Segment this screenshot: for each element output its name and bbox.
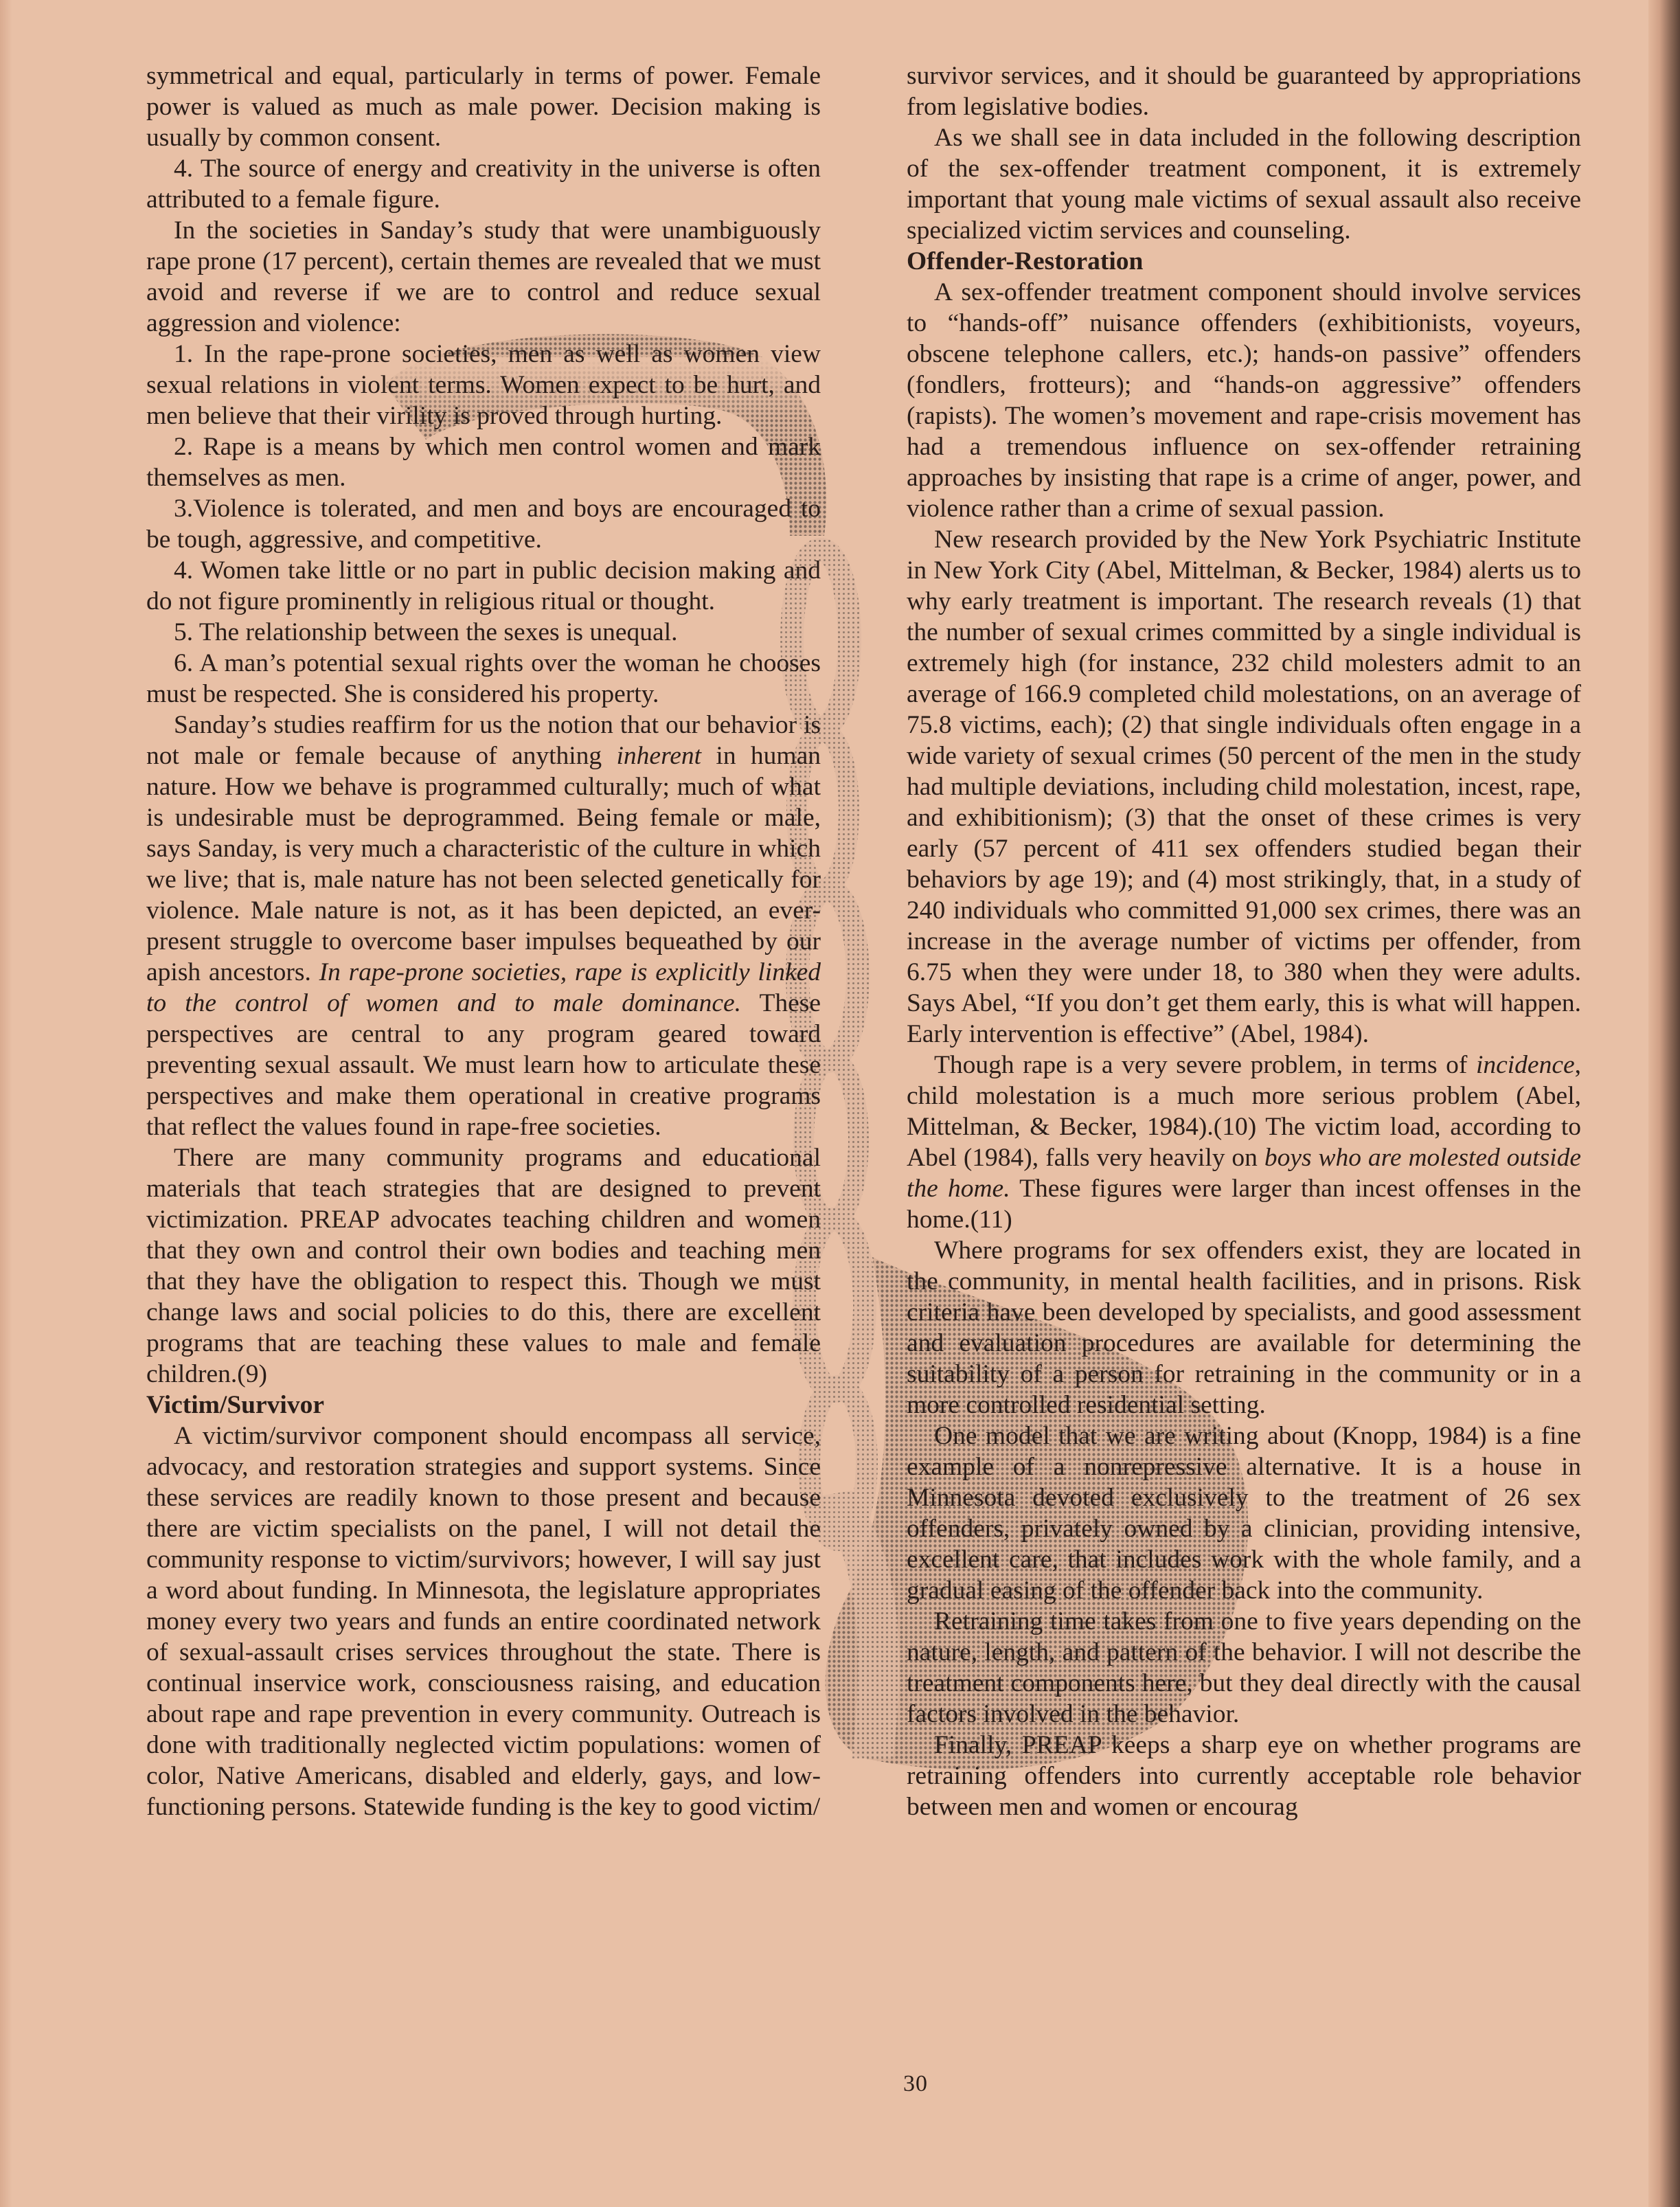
paragraph	[907, 1050, 1581, 1235]
text-run: Though rape is a very severe problem, in terms of	[934, 1051, 1476, 1079]
paragraph: 4. The source of energy and creativity in the universe is often attributed to a female figure.	[146, 155, 821, 214]
left-column	[146, 60, 821, 1822]
text-run: , child molestation is a much more serious problem (Abel, Mittelman, & Becker, 1984).(10) The victim load, according to Abel (1984), falls very heavily on	[907, 1051, 1581, 1172]
paragraph: A victim/survivor component should encompass all service, advocacy, and restoration strategies and support systems. Since these services are readily known to those present and because there are victim specialists on the panel, I will not detail the community response to victim/survivors; however, I will say just a word about funding. In Minnesota, the legislature appropriates money every two years and funds an entire coordinated network of sexual-assault crises services throughout the state. There is continual inservice work, consciousness raising, and education about rape and rape prevention in every community. Outreach is done with traditionally neglected victim populations: women of color, Native Americans, disabled and elderly, gays, and low-functioning persons. Statewide funding is the key to good victim/	[146, 1422, 821, 1821]
paragraph	[146, 710, 821, 1142]
emphasis: boys who are molested outside the home.	[907, 1144, 1581, 1203]
paragraph: A sex-offender treatment component should involve services to “hands-off” nuisance offenders (exhibitionists, voyeurs, obscene telephone callers, etc.); hands-on passive” offenders (fondlers, frotteurs); and “hands-on aggressive” offenders (rapists). The women’s movement and rape-crisis movement has had a tremendous influence on sex-offender retraining approaches by insisting that rape is a crime of anger, power, and violence rather than a crime of sexual passion.	[907, 278, 1581, 523]
paragraph: Where programs for sex offenders exist, they are located in the community, in mental health facilities, and in prisons. Risk criteria have been developed by specialists, and good assessment and evaluation procedures are available for determining the suitability of a person for retraining in the community or in a more controlled residential setting.	[907, 1236, 1581, 1419]
list-item: 3.Violence is tolerated, and men and boys are encouraged to be tough, aggressive, and competitive.	[146, 495, 821, 554]
emphasis: incidence	[1475, 1051, 1575, 1079]
list-item: 6. A man’s potential sexual rights over the woman he chooses must be respected. She is considered his property.	[146, 649, 821, 708]
paragraph: New research provided by the New York Psychiatric Institute in New York City (Abel, Mittelman, & Becker, 1984) alerts us to why early treatment is important. The research reveals (1) that the number of sexual crimes committed by a single individual is extremely high (for instance, 232 child molesters admit to an average of 166.9 completed child molestations, on an average of 75.8 victims, each); (2) that single individuals often engage in a wide variety of sexual crimes (50 percent of the men in the study had multiple deviations, including child molestation, incest, rape, and exhibitionism); (3) that the onset of these crimes is very early (57 percent of 411 sex offenders studied began their behaviors by age 19); and (4) most strikingly, that, in a study of 240 individuals who committed 91,000 sex crimes, there was an increase in the average number of victims per offender, from 6.75 when they were under 18, to 380 when they were adults. Says Abel, “If you don’t get them early, this is what will happen. Early intervention is effective” (Abel, 1984).	[907, 525, 1581, 1048]
text-run: These perspectives are central to any program geared toward preventing sexual assault. We must learn how to articulate these perspectives and make them operational in creative programs that reflect the values found in rape-free societies.	[146, 989, 821, 1141]
paragraph: One model that we are writing about (Knopp, 1984) is a fine example of a nonrepressive alternative. It is a house in Minnesota devoted exclusively to the treatment of 26 sex offenders, privately owned by a clinician, providing intensive, excellent care, that includes work with the whole family, and a gradual easing of the offender back into the community.	[907, 1422, 1581, 1605]
paragraph: There are many community programs and educational materials that teach strategies that are designed to prevent victimization. PREAP advocates teaching children and women that they own and control their own bodies and teaching men that they have the obligation to respect this. Though we must change laws and social policies to do this, there are excellent programs that are teaching these values to male and female children.(9)	[146, 1144, 821, 1388]
text-run: in human nature. How we behave is programmed culturally; much of what is undesirable must be deprogrammed. Being female or male, says Sanday, is very much a characteristic of the culture in which we live; that is, male nature has not been selected genetically for violence. Male nature is not, as it has been depicted, an ever-present struggle to overcome baser impulses bequeathed by our apish ancestors.	[146, 742, 821, 986]
paragraph: Retraining time takes from one to five years depending on the nature, length, and pattern of the behavior. I will not describe the treatment components here, but they deal directly with the causal factors involved in the behavior.	[907, 1607, 1581, 1728]
page-number: 30	[903, 2071, 928, 2096]
paragraph: survivor services, and it should be guaranteed by appropriations from legislative bodies.	[907, 62, 1581, 121]
paragraph: As we shall see in data included in the following description of the sex-offender treatment component, it is extremely important that young male victims of sexual assault also receive specialized victim services and counseling.	[907, 124, 1581, 245]
section-heading-victim-survivor: Victim/Survivor	[146, 1391, 324, 1419]
section-heading-offender-restoration: Offender-Restoration	[907, 247, 1144, 275]
emphasis: In rape-prone societies, rape is explicitly linked to the control of women and to male dominance.	[146, 958, 821, 1017]
text-run: These figures were larger than incest offenses in the home.(11)	[907, 1175, 1581, 1234]
list-item: 2. Rape is a means by which men control women and mark themselves as men.	[146, 433, 821, 492]
paragraph: Finally, PREAP keeps a sharp eye on whether programs are retraining offenders into currently acceptable role behavior between men and women or encourag	[907, 1731, 1581, 1821]
page-edge-right	[1648, 0, 1680, 2207]
paragraph: symmetrical and equal, particularly in terms of power. Female power is valued as much as male power. Decision making is usually by common consent.	[146, 62, 821, 152]
text-run: Sanday’s studies reaffirm for us the notion that our behavior is not male or female because of anything	[146, 711, 821, 770]
paragraph: In the societies in Sanday’s study that were unambiguously rape prone (17 percent), certain themes are revealed that we must avoid and reverse if we are to control and reduce sexual aggression and violence:	[146, 216, 821, 337]
list-item: 4. Women take little or no part in public decision making and do not figure prominently in religious ritual or thought.	[146, 556, 821, 615]
list-item: 1. In the rape-prone societies, men as well as women view sexual relations in violent terms. Women expect to be hurt, and men believe that their virility is proved through hurting.	[146, 340, 821, 430]
emphasis: inherent	[616, 742, 702, 770]
right-column	[907, 60, 1581, 1822]
list-item: 5. The relationship between the sexes is unequal.	[174, 618, 678, 646]
